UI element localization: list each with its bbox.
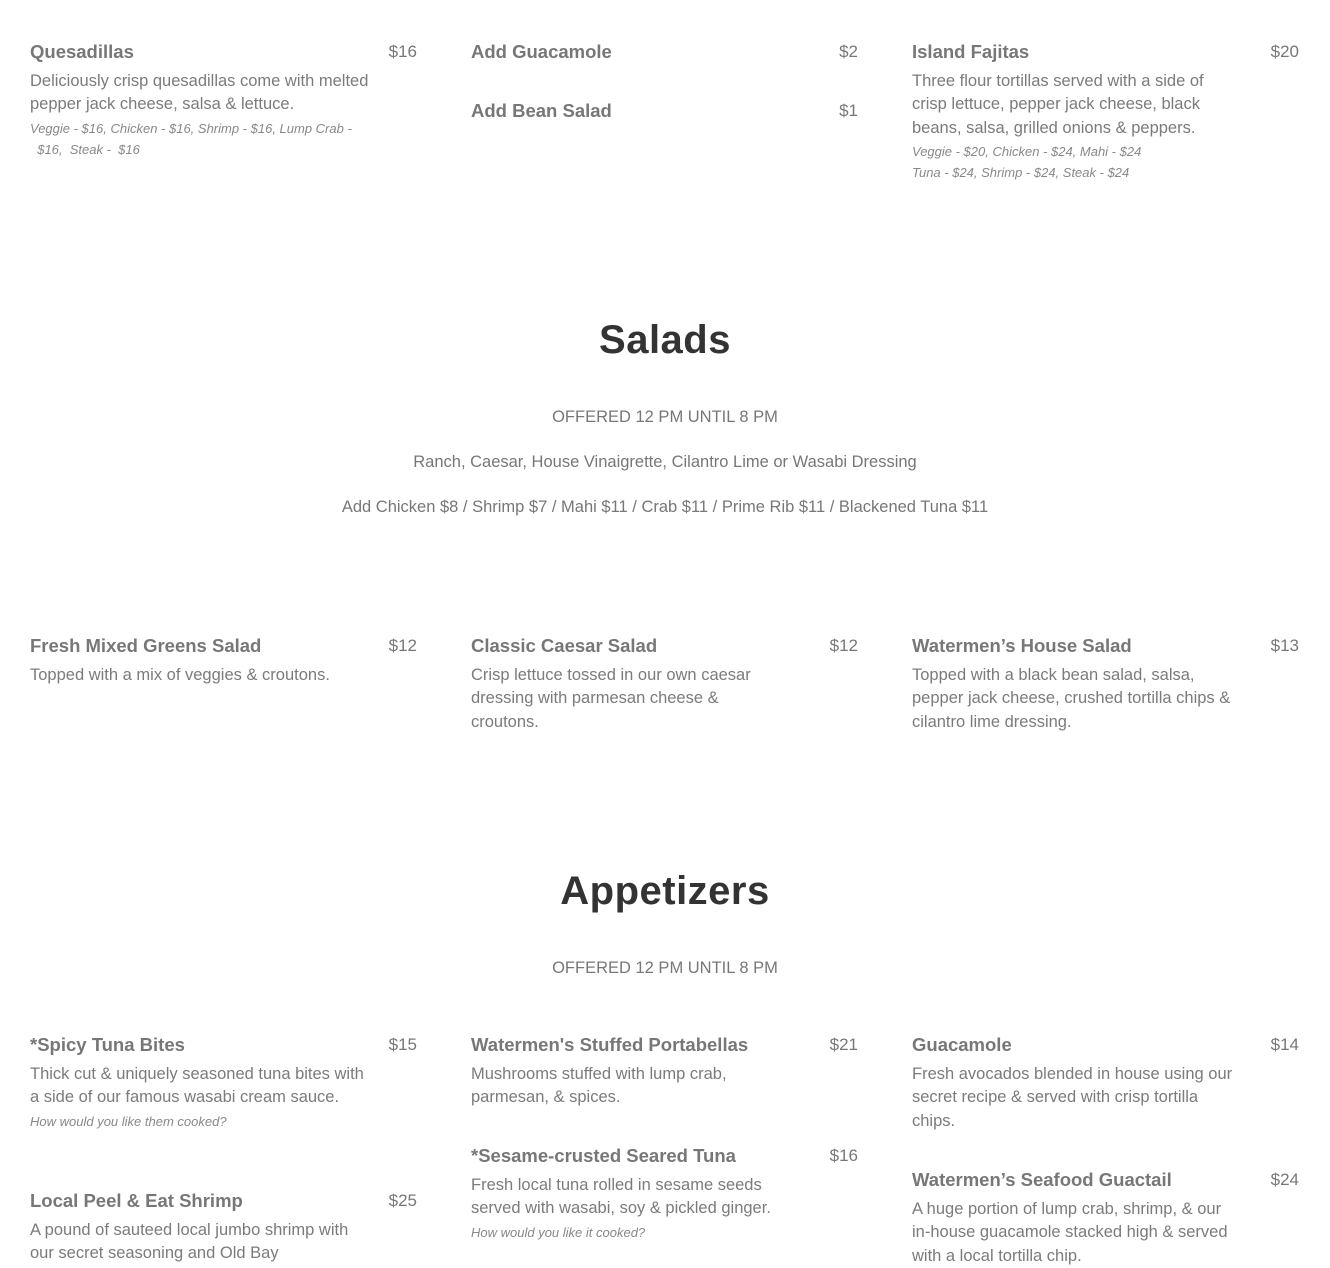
salads-addons: Add Chicken $8 / Shrimp $7 / Mahi $11 / Crab $11 / Prime Rib $11 / Blackened Tuna $11 (341, 498, 989, 516)
menu-item-fresh-mixed-greens-salad (30, 635, 417, 687)
item-name: Watermen’s House Salad (912, 635, 1132, 656)
item-name: Fresh Mixed Greens Salad (30, 635, 262, 656)
item-price: $21 (829, 1035, 858, 1054)
item-note: How would you like it cooked? (471, 1224, 646, 1240)
item-description: Fresh avocados blended in house using our secret recipe & served with crisp tortilla chips. (912, 1065, 1233, 1130)
item-price: $20 (1270, 42, 1299, 61)
item-name: *Spicy Tuna Bites (30, 1034, 185, 1055)
item-name: Quesadillas (30, 41, 134, 62)
item-name: Guacamole (912, 1034, 1012, 1055)
item-price: $15 (388, 1035, 417, 1054)
item-options-line: $16, Steak - $16 (30, 141, 140, 157)
item-price: $25 (388, 1191, 417, 1210)
menu-item-watermens-house-salad (912, 635, 1299, 734)
menu-item-add-guacamole (471, 41, 858, 63)
salads-hours: OFFERED 12 PM UNTIL 8 PM (552, 408, 778, 426)
item-options-line: Veggie - $16, Chicken - $16, Shrimp - $16, Lump Crab - (30, 120, 352, 136)
menu-item-local-peel-eat-shrimp (30, 1190, 417, 1266)
item-name: Watermen's Stuffed Portabellas (471, 1034, 749, 1055)
section-title-salads: Salads (599, 318, 731, 362)
item-price: $12 (829, 636, 858, 655)
item-price: $16 (388, 42, 417, 61)
appetizers-hours: OFFERED 12 PM UNTIL 8 PM (552, 959, 778, 977)
menu-item-spicy-tuna-bites (30, 1034, 417, 1132)
item-description: Crisp lettuce tossed in our own caesar dressing with parmesan cheese & croutons. (471, 666, 751, 731)
item-price: $24 (1270, 1170, 1299, 1189)
item-description: A huge portion of lump crab, shrimp, & our in-house guacamole stacked high & served with a local tortilla chip. (912, 1200, 1228, 1265)
item-price: $12 (388, 636, 417, 655)
item-name: Island Fajitas (912, 41, 1030, 62)
item-options-line: Veggie - $20, Chicken - $24, Mahi - $24 (912, 143, 1142, 159)
menu-item-guacamole (912, 1034, 1299, 1133)
menu-item-quesadillas (30, 41, 417, 160)
item-name: Local Peel & Eat Shrimp (30, 1190, 243, 1211)
item-description: Fresh local tuna rolled in sesame seeds served with wasabi, soy & pickled ginger. (471, 1176, 771, 1218)
item-price: $1 (839, 101, 858, 120)
item-price: $14 (1270, 1035, 1299, 1054)
menu-item-seafood-guactail (912, 1169, 1299, 1268)
menu-item-add-bean-salad (471, 100, 858, 122)
item-price: $2 (839, 42, 858, 61)
item-price: $13 (1270, 636, 1299, 655)
item-description: A pound of sauteed local jumbo shrimp with our secret seasoning and Old Bay (30, 1221, 349, 1263)
item-description: Topped with a mix of veggies & croutons. (30, 666, 330, 684)
item-name: *Sesame-crusted Seared Tuna (471, 1145, 736, 1166)
item-note: How would you like them cooked? (30, 1113, 227, 1129)
item-name: Watermen’s Seafood Guactail (912, 1169, 1172, 1190)
salads-dressings: Ranch, Caesar, House Vinaigrette, Cilantro Lime or Wasabi Dressing (413, 453, 917, 471)
item-description: Deliciously crisp quesadillas come with melted pepper jack cheese, salsa & lettuce. (30, 72, 369, 114)
item-options (912, 141, 1287, 183)
item-name: Add Guacamole (471, 41, 612, 62)
item-description: Three flour tortillas served with a side of crisp lettuce, pepper jack cheese, black beans, salsa, grilled onions & peppers. (912, 72, 1204, 137)
item-options (30, 118, 410, 160)
item-options-line: Tuna - $24, Shrimp - $24, Steak - $24 (912, 164, 1130, 180)
item-price: $16 (829, 1146, 858, 1165)
item-description: Topped with a black bean salad, salsa, pepper jack cheese, crushed tortilla chips & cilantro lime dressing. (912, 666, 1231, 731)
item-description: Thick cut & uniquely seasoned tuna bites with a side of our famous wasabi cream sauce. (30, 1065, 364, 1107)
menu-item-classic-caesar-salad (471, 635, 858, 734)
item-name: Add Bean Salad (471, 100, 612, 121)
item-name: Classic Caesar Salad (471, 635, 658, 656)
menu-item-sesame-crusted-seared-tuna (471, 1145, 858, 1243)
item-description: Mushrooms stuffed with lump crab, parmesan, & spices. (471, 1065, 727, 1107)
section-title-appetizers: Appetizers (560, 869, 770, 913)
menu-item-stuffed-portabellas (471, 1034, 858, 1110)
menu-item-island-fajitas (912, 41, 1299, 183)
